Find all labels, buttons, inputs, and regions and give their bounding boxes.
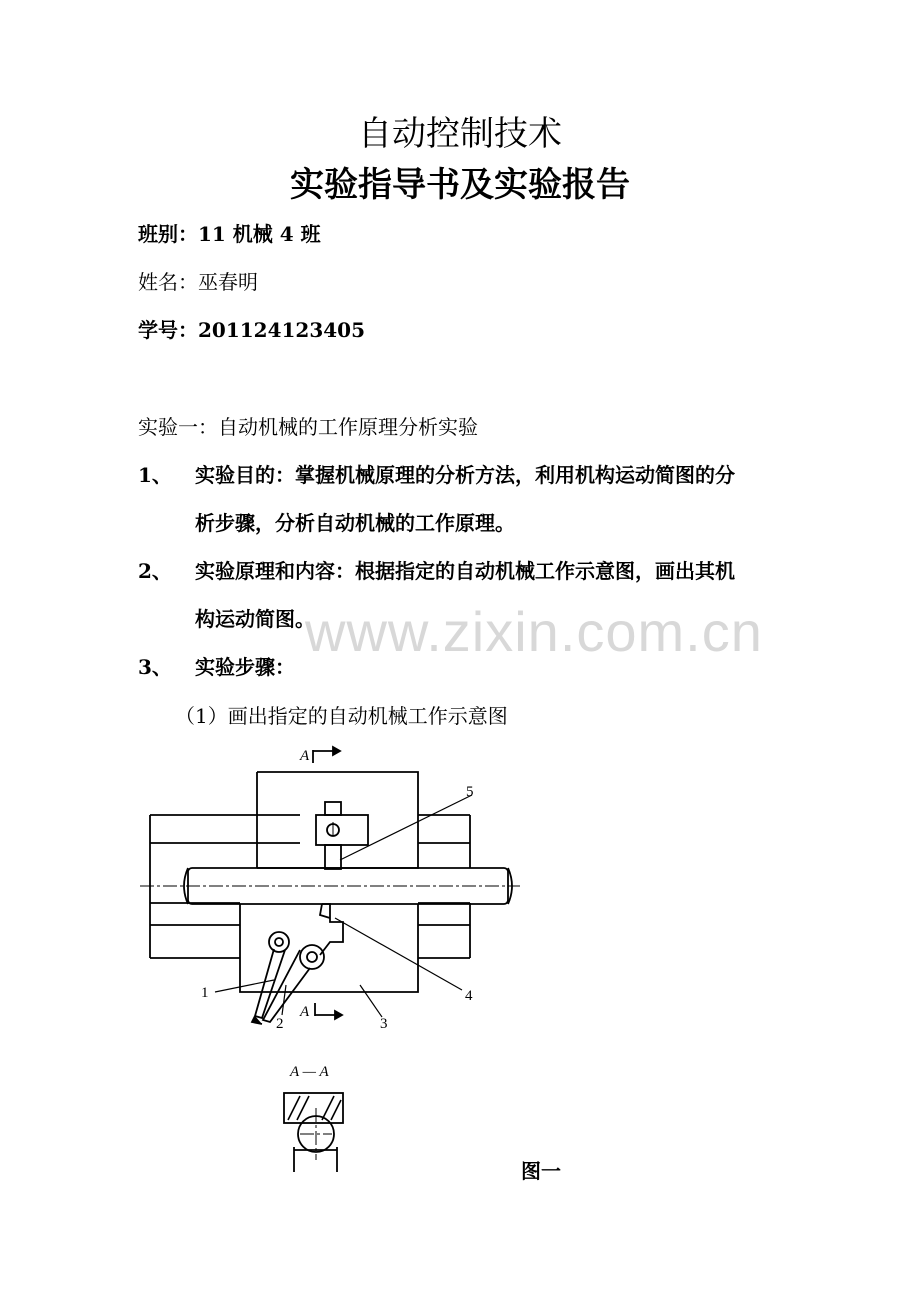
part-label: 5: [466, 784, 474, 800]
part-label: 3: [380, 1016, 388, 1032]
document-title: 自动控制技术: [358, 114, 562, 154]
item-number: 3、: [138, 655, 172, 679]
item-number: 1、: [138, 463, 172, 487]
experiment-title: 实验一：自动机械的工作原理分析实验: [138, 415, 478, 439]
sub-step: （1）画出指定的自动机械工作示意图: [175, 704, 508, 728]
item-number: 2、: [138, 559, 172, 583]
item-text-continued: 构运动简图。: [195, 607, 315, 631]
document-subtitle: 实验指导书及实验报告: [290, 165, 630, 205]
section-view-label: A — A: [290, 1064, 329, 1080]
item-text: 实验目的：掌握机械原理的分析方法，利用机构运动简图的分: [195, 463, 735, 487]
item-text: 实验原理和内容：根据指定的自动机械工作示意图，画出其机: [195, 559, 735, 583]
figure-caption: 图一: [521, 1159, 561, 1183]
section-mark-bottom: A: [300, 1004, 310, 1020]
section-mark-top: A: [300, 748, 310, 764]
item-text-continued: 析步骤，分析自动机械的工作原理。: [195, 511, 515, 535]
part-label: 1: [201, 985, 209, 1001]
watermark: www.zixin.com.cn: [305, 600, 763, 663]
class-line: 班别：11 机械 4 班: [138, 222, 321, 246]
item-text: 实验步骤：: [195, 655, 295, 679]
part-label: 4: [465, 988, 473, 1004]
part-label: 2: [276, 1016, 284, 1032]
student-id-line: 学号：201124123405: [138, 318, 365, 342]
name-line: 姓名：巫春明: [138, 270, 258, 294]
